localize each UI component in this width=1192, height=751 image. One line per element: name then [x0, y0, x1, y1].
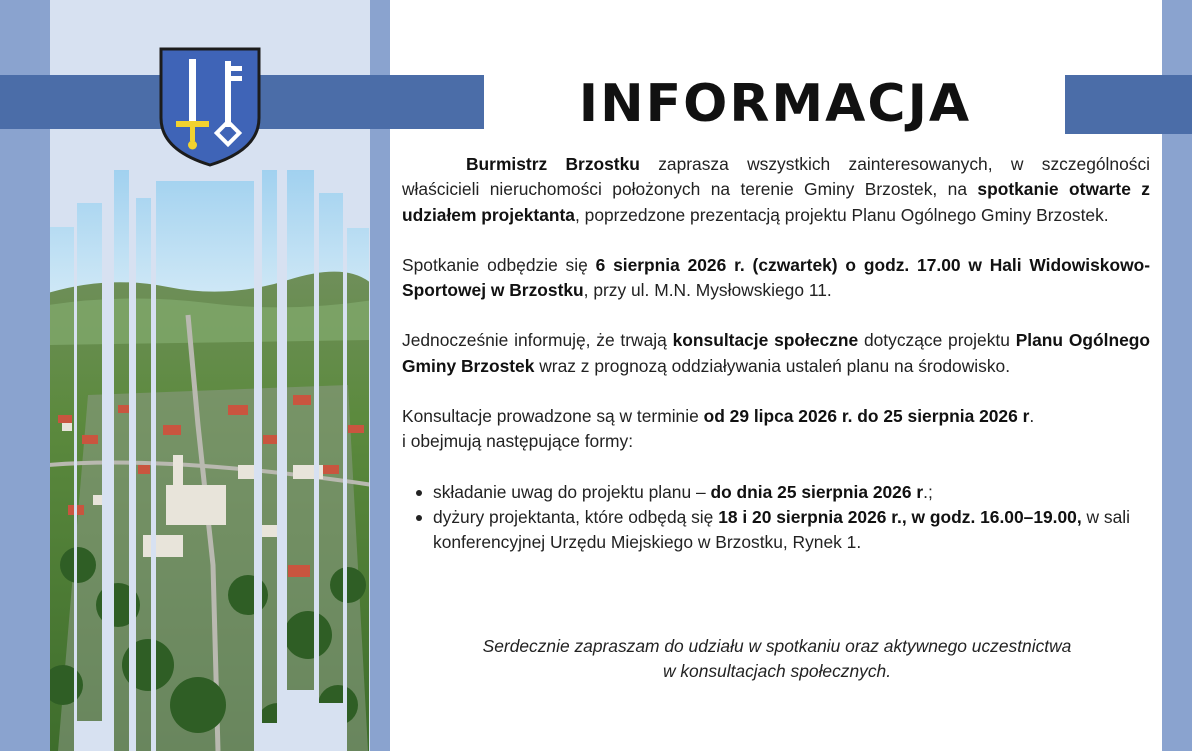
list-item: składanie uwag do projektu planu – do dnia 25 sierpnia 2026 r.; — [433, 480, 1150, 505]
consultation-dates-paragraph: Konsultacje prowadzone są w terminie od 29 lipca 2026 r. do 25 sierpnia 2026 r. i obejmują następujące formy: — [402, 406, 1035, 452]
list-item: dyżury projektanta, które odbędą się 18 i 20 sierpnia 2026 r., w godz. 16.00–19.00, w sali konferencyjnej Urzędu Miejskiego w Brzostku, Rynek 1. — [433, 505, 1150, 556]
closing-line-2: w konsultacjach społecznych. — [662, 661, 892, 681]
title-bar-right — [1065, 75, 1192, 134]
intro-paragraph: Burmistrz Brzostku zaprasza wszystkich zainteresowanych, w szczególności właścicieli nieruchomości położonych na terenie Gminy Brzostek, na spotkanie otwarte z udziałem projektanta, poprzedzone prezentacją projektu Planu Ogólnego Gminy Brzostek. — [402, 154, 1151, 225]
meeting-paragraph: Spotkanie odbędzie się 6 sierpnia 2026 r. (czwartek) o godz. 17.00 w Hali Widowiskowo-Sportowej w Brzostku, przy ul. M.N. Mysłowskiego 11. — [402, 254, 1151, 301]
coat-of-arms-icon — [158, 46, 262, 168]
announcement-body — [402, 152, 1150, 581]
closing-note — [402, 634, 1152, 684]
page-title: INFORMACJA — [578, 74, 972, 134]
consultation-forms-list — [402, 480, 1150, 556]
consultation-paragraph: Jednocześnie informuję, że trwają konsultacje społeczne dotyczące projektu Planu Ogólnego Gminy Brzostek wraz z prognozą oddziaływania ustaleń planu na środowisko. — [402, 330, 1150, 376]
closing-line-1: Serdecznie zapraszam do udziału w spotkaniu oraz aktywnego uczestnictwa — [482, 636, 1072, 656]
aerial-town-photo — [48, 165, 373, 751]
